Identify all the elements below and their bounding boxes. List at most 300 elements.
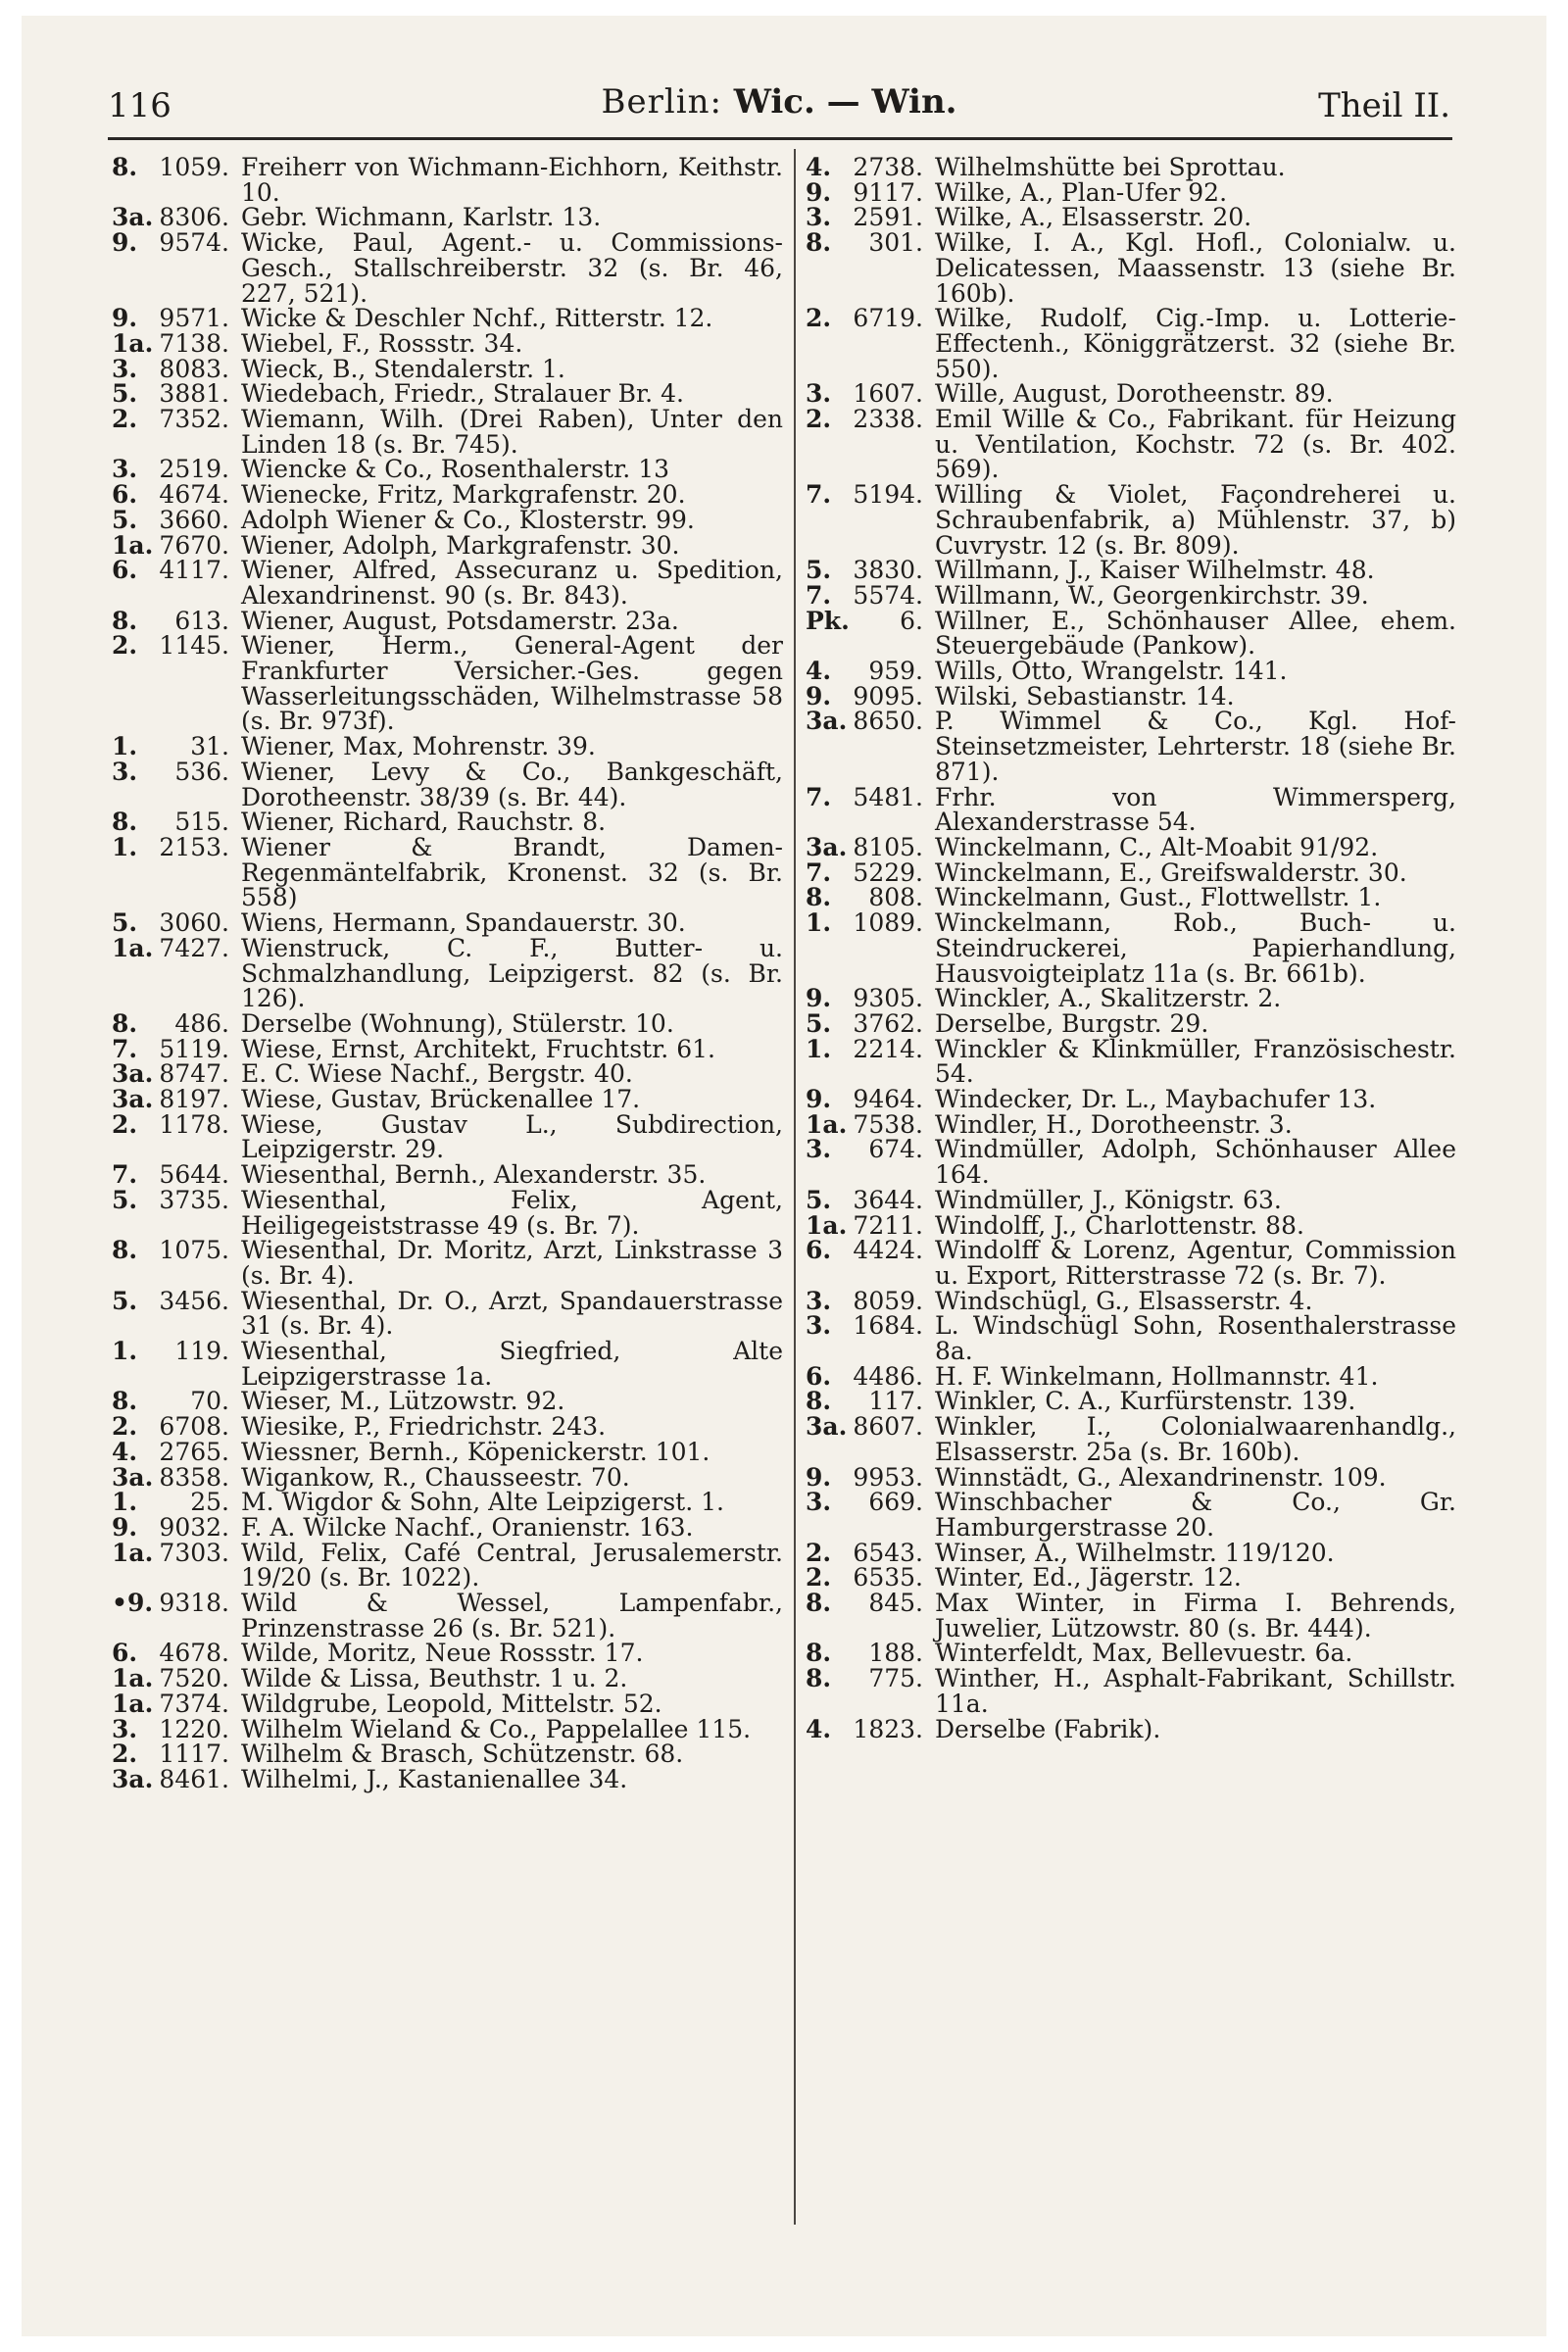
exchange-code: 9. bbox=[806, 177, 832, 207]
directory-entry bbox=[806, 986, 1456, 1011]
phone-number: 3830. bbox=[853, 556, 923, 585]
exchange-code: 5. bbox=[112, 908, 138, 938]
phone-number: 4674. bbox=[159, 480, 229, 510]
entry-text: Winschbacher & Co., Gr. Hamburgerstrasse 20. bbox=[935, 1488, 1456, 1542]
phone-number: 775. bbox=[868, 1664, 923, 1693]
exchange-code: 2. bbox=[806, 1563, 832, 1592]
entry-text: Windolff, J., Charlottenstr. 88. bbox=[935, 1210, 1304, 1240]
exchange-code: 2. bbox=[806, 405, 832, 434]
exchange-code: 4. bbox=[806, 1714, 832, 1743]
entry-text: Winckelmann, Gust., Flottwellstr. 1. bbox=[935, 883, 1382, 912]
phone-number: 959. bbox=[868, 657, 923, 686]
entry-text: Winter, Ed., Jägerstr. 12. bbox=[935, 1563, 1242, 1592]
entry-text: Wiener, Herm., General-Agent der Frankfurter Versicher.-Ges. gegen Wasserleitungsschäden, Wilhelmstrasse 58 (s. Br. 973f). bbox=[241, 631, 783, 736]
exchange-code: 7. bbox=[806, 580, 832, 610]
entry-text: Windler, H., Dorotheenstr. 3. bbox=[935, 1109, 1293, 1139]
directory-entry bbox=[806, 1286, 1456, 1315]
exchange-code: 3. bbox=[806, 1488, 832, 1517]
entry-text: E. C. Wiese Nachf., Bergstr. 40. bbox=[241, 1059, 633, 1089]
phone-number: 1075. bbox=[159, 1236, 229, 1265]
directory-entry bbox=[806, 205, 1456, 230]
entry-text: Wilke, Rudolf, Cig.-Imp. u. Lotterie-Effectenh., Königgrätzerst. 32 (siehe Br. 550). bbox=[935, 304, 1456, 383]
directory-entry bbox=[112, 230, 783, 306]
phone-number: 6. bbox=[900, 606, 923, 635]
phone-number: 1220. bbox=[159, 1714, 229, 1743]
entry-text: Derselbe, Burgstr. 29. bbox=[935, 1008, 1209, 1038]
directory-entry bbox=[806, 1135, 1456, 1190]
directory-entry bbox=[112, 205, 783, 230]
exchange-code: 5. bbox=[806, 556, 832, 585]
exchange-code: 6. bbox=[112, 480, 138, 510]
directory-entry bbox=[112, 734, 783, 760]
exchange-code: 4. bbox=[806, 155, 832, 181]
entry-text: Wills, Otto, Wrangelstr. 141. bbox=[935, 657, 1288, 686]
entry-text: P. Wimmel & Co., Kgl. Hof-Steinsetzmeister, Lehrterstr. 18 (siehe Br. 871). bbox=[935, 707, 1456, 786]
exchange-code: 3. bbox=[112, 1714, 138, 1743]
phone-number: 5229. bbox=[853, 858, 923, 887]
entry-text: Wiesike, P., Friedrichstr. 243. bbox=[241, 1412, 607, 1442]
phone-number: 1178. bbox=[159, 1109, 229, 1139]
directory-entry bbox=[112, 155, 783, 205]
phone-number: 9571. bbox=[159, 304, 229, 333]
exchange-code: 9. bbox=[806, 1085, 832, 1114]
directory-entry bbox=[806, 1361, 1456, 1391]
phone-number: 3456. bbox=[159, 1286, 229, 1315]
directory-entry bbox=[112, 1238, 783, 1288]
entry-text: Wiener, Max, Mohrenstr. 39. bbox=[241, 732, 596, 761]
exchange-code: 3a. bbox=[112, 1085, 154, 1114]
directory-entry bbox=[806, 1666, 1456, 1716]
entry-text: Wiens, Hermann, Spandauerstr. 30. bbox=[241, 908, 686, 938]
exchange-code: 3a. bbox=[112, 203, 154, 232]
directory-entry bbox=[112, 354, 783, 383]
exchange-code: 8. bbox=[806, 883, 832, 912]
phone-number: 7427. bbox=[159, 933, 229, 962]
exchange-code: 8. bbox=[806, 1664, 832, 1693]
exchange-code: 1a. bbox=[806, 1210, 848, 1240]
entry-text: Wiener & Brandt, Damen-Regenmäntelfabrik, Kronenst. 32 (s. Br. 558) bbox=[241, 832, 783, 912]
phone-number: 3735. bbox=[159, 1185, 229, 1214]
phone-number: 5194. bbox=[853, 480, 923, 510]
exchange-code: 2. bbox=[112, 405, 138, 434]
directory-entry bbox=[112, 407, 783, 457]
exchange-code: 9. bbox=[806, 1462, 832, 1492]
phone-number: 7303. bbox=[159, 1538, 229, 1567]
directory-entry bbox=[112, 1512, 783, 1542]
exchange-code: 3. bbox=[806, 1311, 832, 1341]
phone-number: 301. bbox=[868, 228, 923, 258]
exchange-code: •9. bbox=[112, 1589, 154, 1618]
entry-text: Winckelmann, C., Alt-Moabit 91/92. bbox=[935, 832, 1379, 861]
phone-number: 3644. bbox=[853, 1185, 923, 1214]
exchange-code: 9. bbox=[806, 984, 832, 1013]
phone-number: 6719. bbox=[853, 304, 923, 333]
directory-entry bbox=[112, 1666, 783, 1691]
exchange-code: 3a. bbox=[112, 1765, 154, 1793]
phone-number: 8461. bbox=[159, 1765, 229, 1793]
phone-number: 7138. bbox=[159, 328, 229, 358]
entry-text: Winkler, I., Colonialwaarenhandlg., Elsasserstr. 25a (s. Br. 160b). bbox=[935, 1412, 1456, 1466]
entry-text: Wiedebach, Friedr., Stralauer Br. 4. bbox=[241, 379, 684, 409]
entry-text: Windolff & Lorenz, Agentur, Commission u. Export, Ritterstrasse 72 (s. Br. 7). bbox=[935, 1236, 1456, 1290]
phone-number: 613. bbox=[174, 606, 229, 635]
exchange-code: 1a. bbox=[112, 328, 154, 358]
right-column bbox=[806, 155, 1456, 2232]
entry-text: F. A. Wilcke Nachf., Oranienstr. 163. bbox=[241, 1512, 694, 1542]
entry-text: Wilde, Moritz, Neue Rossstr. 17. bbox=[241, 1639, 644, 1668]
entry-text: Wieck, B., Stendalerstr. 1. bbox=[241, 354, 565, 383]
directory-entry bbox=[112, 1162, 783, 1188]
phone-number: 9953. bbox=[853, 1462, 923, 1492]
exchange-code: 1. bbox=[806, 1034, 832, 1063]
entry-text: Wiese, Ernst, Architekt, Fruchtstr. 61. bbox=[241, 1034, 715, 1063]
entry-text: Derselbe (Fabrik). bbox=[935, 1714, 1161, 1743]
entry-text: Freiherr von Wichmann-Eichhorn, Keithstr. 10. bbox=[241, 155, 783, 207]
entry-text: Windmüller, J., Königstr. 63. bbox=[935, 1185, 1282, 1214]
entry-text: Adolph Wiener & Co., Klosterstr. 99. bbox=[241, 505, 695, 534]
directory-entry bbox=[112, 558, 783, 608]
phone-number: 25. bbox=[190, 1488, 229, 1517]
entry-text: Winkler, C. A., Kurfürstenstr. 139. bbox=[935, 1387, 1356, 1416]
phone-number: 1145. bbox=[159, 631, 229, 661]
entry-text: Wicke & Deschler Nchf., Ritterstr. 12. bbox=[241, 304, 713, 333]
phone-number: 188. bbox=[868, 1639, 923, 1668]
phone-number: 8083. bbox=[159, 354, 229, 383]
entry-text: Wiemann, Wilh. (Drei Raben), Unter den Linden 18 (s. Br. 745). bbox=[241, 405, 783, 459]
directory-entry bbox=[806, 1538, 1456, 1567]
phone-number: 9464. bbox=[853, 1085, 923, 1114]
directory-entry bbox=[806, 681, 1456, 710]
entry-text: Wilhelmshütte bei Sprottau. bbox=[935, 155, 1286, 181]
directory-entry bbox=[112, 1741, 783, 1767]
entry-text: Wilhelmi, J., Kastanienallee 34. bbox=[241, 1765, 628, 1793]
exchange-code: 2. bbox=[112, 631, 138, 661]
exchange-code: Pk. bbox=[806, 606, 850, 635]
directory-entry bbox=[806, 782, 1456, 837]
directory-entry bbox=[806, 885, 1456, 910]
exchange-code: 1a. bbox=[806, 1109, 848, 1139]
exchange-code: 2. bbox=[112, 1109, 138, 1139]
directory-entry bbox=[806, 1591, 1456, 1641]
directory-entry bbox=[112, 457, 783, 482]
directory-entry bbox=[806, 1087, 1456, 1112]
running-head bbox=[108, 82, 1450, 122]
phone-number: 4678. bbox=[159, 1639, 229, 1668]
directory-entry bbox=[806, 1490, 1456, 1540]
entry-text: Windecker, Dr. L., Maybachufer 13. bbox=[935, 1085, 1377, 1114]
exchange-code: 1. bbox=[112, 832, 138, 861]
directory-entry bbox=[112, 1109, 783, 1164]
entry-text: Wiesenthal, Dr. O., Arzt, Spandauerstrasse 31 (s. Br. 4). bbox=[241, 1286, 783, 1341]
phone-number: 1607. bbox=[853, 379, 923, 409]
phone-number: 669. bbox=[868, 1488, 923, 1517]
directory-entry bbox=[806, 580, 1456, 610]
entry-text: Wicke, Paul, Agent.- u. Commissions-Gesch., Stallschreiberstr. 32 (s. Br. 46, 227, 521). bbox=[241, 228, 783, 308]
directory-entry bbox=[806, 910, 1456, 986]
exchange-code: 8. bbox=[806, 1639, 832, 1668]
phone-number: 2214. bbox=[853, 1034, 923, 1063]
exchange-code: 7. bbox=[806, 480, 832, 510]
entry-text: Winckler, A., Skalitzerstr. 2. bbox=[935, 984, 1282, 1013]
entry-text: Wiessner, Bernh., Köpenickerstr. 101. bbox=[241, 1437, 710, 1466]
directory-entry bbox=[806, 709, 1456, 784]
directory-entry bbox=[112, 933, 783, 1013]
entry-text: Willing & Violet, Façondreherei u. Schraubenfabrik, a) Mühlenstr. 37, b) Cuvrystr. 12 (s. Br. 809). bbox=[935, 480, 1456, 560]
entry-text: Frhr. von Wimmersperg, Alexanderstrasse 54. bbox=[935, 782, 1456, 837]
header-rule bbox=[108, 137, 1452, 140]
phone-number: 2519. bbox=[159, 455, 229, 484]
part-label: Theil II. bbox=[1318, 86, 1450, 125]
phone-number: 515. bbox=[174, 808, 229, 837]
directory-entry bbox=[112, 1339, 783, 1389]
phone-number: 119. bbox=[174, 1337, 229, 1366]
exchange-code: 8. bbox=[112, 155, 138, 181]
exchange-code: 6. bbox=[112, 1639, 138, 1668]
phone-number: 8197. bbox=[159, 1085, 229, 1114]
phone-number: 7374. bbox=[159, 1689, 229, 1718]
entry-text: L. Windschügl Sohn, Rosenthalerstrasse 8a. bbox=[935, 1311, 1456, 1366]
directory-entry bbox=[112, 757, 783, 811]
directory-entry bbox=[112, 1061, 783, 1087]
exchange-code: 5. bbox=[112, 1286, 138, 1315]
directory-entry bbox=[806, 606, 1456, 661]
phone-number: 1059. bbox=[159, 155, 229, 181]
directory-entry bbox=[806, 1034, 1456, 1089]
exchange-code: 3. bbox=[112, 455, 138, 484]
exchange-code: 3. bbox=[112, 757, 138, 786]
exchange-code: 1a. bbox=[112, 1664, 154, 1693]
phone-number: 70. bbox=[190, 1387, 229, 1416]
column-divider bbox=[794, 149, 796, 2225]
directory-entry bbox=[806, 832, 1456, 861]
directory-entry bbox=[806, 482, 1456, 558]
exchange-code: 1. bbox=[112, 1337, 138, 1366]
phone-number: 6543. bbox=[853, 1538, 923, 1567]
phone-number: 4424. bbox=[853, 1236, 923, 1265]
directory-entry bbox=[112, 1462, 783, 1492]
exchange-code: 2. bbox=[806, 1538, 832, 1567]
directory-entry bbox=[806, 306, 1456, 381]
directory-entry bbox=[112, 1008, 783, 1038]
phone-number: 2765. bbox=[159, 1437, 229, 1466]
entry-text: Wienstruck, C. F., Butter- u. Schmalzhandlung, Leipzigerst. 82 (s. Br. 126). bbox=[241, 933, 783, 1013]
entry-text: H. F. Winkelmann, Hollmannstr. 41. bbox=[935, 1361, 1379, 1391]
phone-number: 8059. bbox=[853, 1286, 923, 1315]
entry-text: Wiebel, F., Rossstr. 34. bbox=[241, 328, 523, 358]
phone-number: 3762. bbox=[853, 1008, 923, 1038]
exchange-code: 3a. bbox=[112, 1059, 154, 1089]
page-number: 116 bbox=[108, 86, 172, 125]
phone-number: 8358. bbox=[159, 1462, 229, 1492]
exchange-code: 6. bbox=[806, 1361, 832, 1391]
phone-number: 1823. bbox=[853, 1714, 923, 1743]
phone-number: 1089. bbox=[853, 908, 923, 938]
entry-text: Wilhelm & Brasch, Schützenstr. 68. bbox=[241, 1740, 684, 1769]
directory-entry bbox=[806, 860, 1456, 886]
entry-text: Max Winter, in Firma I. Behrends, Juwelier, Lützowstr. 80 (s. Br. 444). bbox=[935, 1589, 1456, 1642]
exchange-code: 9. bbox=[112, 228, 138, 258]
phone-number: 7211. bbox=[853, 1210, 923, 1240]
exchange-code: 7. bbox=[112, 1160, 138, 1190]
phone-number: 9095. bbox=[853, 681, 923, 710]
exchange-code: 2. bbox=[112, 1740, 138, 1769]
directory-entry bbox=[112, 1034, 783, 1063]
directory-entry bbox=[112, 1591, 783, 1641]
phone-number: 486. bbox=[174, 1008, 229, 1038]
exchange-code: 1. bbox=[806, 908, 832, 938]
exchange-code: 5. bbox=[806, 1008, 832, 1038]
exchange-code: 2. bbox=[806, 304, 832, 333]
entry-text: Wiener, Adolph, Markgrafenstr. 30. bbox=[241, 530, 680, 560]
entry-text: Wigankow, R., Chausseestr. 70. bbox=[241, 1462, 630, 1492]
exchange-code: 7. bbox=[806, 782, 832, 811]
phone-number: 6535. bbox=[853, 1563, 923, 1592]
exchange-code: 2. bbox=[112, 1412, 138, 1442]
phone-number: 3060. bbox=[159, 908, 229, 938]
directory-entry bbox=[112, 1538, 783, 1592]
phone-number: 5481. bbox=[853, 782, 923, 811]
directory-entry bbox=[806, 1210, 1456, 1240]
phone-number: 117. bbox=[868, 1387, 923, 1416]
directory-entry bbox=[112, 606, 783, 635]
page-header bbox=[108, 74, 1450, 133]
entry-text: M. Wigdor & Sohn, Alte Leipzigerst. 1. bbox=[241, 1488, 724, 1517]
phone-number: 9305. bbox=[853, 984, 923, 1013]
directory-entry bbox=[112, 633, 783, 734]
phone-number: 1117. bbox=[159, 1740, 229, 1769]
entry-text: Winckelmann, E., Greifswalderstr. 30. bbox=[935, 858, 1407, 887]
entry-text: Derselbe (Wohnung), Stülerstr. 10. bbox=[241, 1008, 674, 1038]
entry-text: Wille, August, Dorotheenstr. 89. bbox=[935, 379, 1334, 409]
entry-text: Winckelmann, Rob., Buch- u. Steindruckerei, Papierhandlung, Hausvoigteiplatz 11a (s. Br. 661b). bbox=[935, 908, 1456, 988]
phone-number: 7352. bbox=[159, 405, 229, 434]
phone-number: 3660. bbox=[159, 505, 229, 534]
exchange-code: 3a. bbox=[112, 1462, 154, 1492]
exchange-code: 4. bbox=[112, 1437, 138, 1466]
directory-entry bbox=[112, 530, 783, 560]
entry-text: Wienecke, Fritz, Markgrafenstr. 20. bbox=[241, 480, 686, 510]
directory-entry bbox=[806, 1008, 1456, 1038]
exchange-code: 7. bbox=[112, 1034, 138, 1063]
phone-number: 8306. bbox=[159, 203, 229, 232]
exchange-code: 3a. bbox=[806, 832, 848, 861]
entry-text: Winnstädt, G., Alexandrinenstr. 109. bbox=[935, 1462, 1387, 1492]
phone-number: 2738. bbox=[853, 155, 923, 181]
directory-entry bbox=[112, 1087, 783, 1112]
entry-text: Windschügl, G., Elsasserstr. 4. bbox=[935, 1286, 1313, 1315]
running-head-city: Berlin: bbox=[601, 82, 722, 122]
entry-text: Wild & Wessel, Lampenfabr., Prinzenstrasse 26 (s. Br. 521). bbox=[241, 1589, 783, 1642]
entry-text: Winterfeldt, Max, Bellevuestr. 6a. bbox=[935, 1639, 1353, 1668]
directory-entry bbox=[806, 659, 1456, 684]
exchange-code: 4. bbox=[806, 657, 832, 686]
phone-number: 7670. bbox=[159, 530, 229, 560]
entry-text: Emil Wille & Co., Fabrikant. für Heizung u. Ventilation, Kochstr. 72 (s. Br. 402. 569). bbox=[935, 405, 1456, 484]
directory-entry bbox=[112, 306, 783, 331]
exchange-code: 8. bbox=[112, 1236, 138, 1265]
directory-entry bbox=[112, 1767, 783, 1792]
exchange-code: 8. bbox=[806, 1387, 832, 1416]
entry-text: Wilke, A., Elsasserstr. 20. bbox=[935, 203, 1252, 232]
directory-entry bbox=[112, 1714, 783, 1743]
entry-text: Wiesenthal, Felix, Agent, Heiligegeiststrasse 49 (s. Br. 7). bbox=[241, 1185, 783, 1240]
directory-entry bbox=[806, 1389, 1456, 1414]
directory-entry bbox=[112, 381, 783, 407]
directory-entry bbox=[806, 407, 1456, 482]
phone-number: 7520. bbox=[159, 1664, 229, 1693]
directory-entry bbox=[112, 809, 783, 835]
exchange-code: 3. bbox=[806, 379, 832, 409]
exchange-code: 3a. bbox=[806, 707, 848, 736]
directory-entry bbox=[112, 505, 783, 534]
phone-number: 845. bbox=[868, 1589, 923, 1618]
directory-entry bbox=[112, 1389, 783, 1414]
phone-number: 2153. bbox=[159, 832, 229, 861]
entry-text: Willner, E., Schönhauser Allee, ehem. Steuergebäude (Pankow). bbox=[935, 606, 1456, 661]
exchange-code: 5. bbox=[112, 379, 138, 409]
directory-entry bbox=[806, 1565, 1456, 1591]
exchange-code: 8. bbox=[112, 808, 138, 837]
entry-text: Wiener, Levy & Co., Bankgeschäft, Dorotheenstr. 38/39 (s. Br. 44). bbox=[241, 757, 783, 811]
exchange-code: 8. bbox=[112, 606, 138, 635]
phone-number: 5644. bbox=[159, 1160, 229, 1190]
directory-entry bbox=[806, 1185, 1456, 1214]
exchange-code: 6. bbox=[806, 1236, 832, 1265]
exchange-code: 9. bbox=[112, 304, 138, 333]
exchange-code: 1. bbox=[112, 1488, 138, 1517]
exchange-code: 7. bbox=[806, 858, 832, 887]
phone-number: 1684. bbox=[853, 1311, 923, 1341]
directory-entry bbox=[112, 328, 783, 358]
entry-text: Wiencke & Co., Rosenthalerstr. 13 bbox=[241, 455, 669, 484]
entry-text: Wilke, A., Plan-Ufer 92. bbox=[935, 177, 1228, 207]
exchange-code: 9. bbox=[112, 1512, 138, 1542]
entry-text: Wiese, Gustav L., Subdirection, Leipzigerstr. 29. bbox=[241, 1109, 783, 1164]
entry-text: Wild, Felix, Café Central, Jerusalemerstr. 19/20 (s. Br. 1022). bbox=[241, 1538, 783, 1592]
directory-entry bbox=[806, 1462, 1456, 1492]
exchange-code: 3. bbox=[112, 354, 138, 383]
entry-text: Willmann, W., Georgenkirchstr. 39. bbox=[935, 580, 1369, 610]
phone-number: 8105. bbox=[853, 832, 923, 861]
phone-number: 8747. bbox=[159, 1059, 229, 1089]
exchange-code: 8. bbox=[806, 1589, 832, 1618]
exchange-code: 1. bbox=[112, 732, 138, 761]
phone-number: 9318. bbox=[159, 1589, 229, 1618]
directory-entry bbox=[112, 1185, 783, 1240]
directory-entry bbox=[806, 1714, 1456, 1743]
directory-entry bbox=[112, 1490, 783, 1515]
directory-entry bbox=[806, 155, 1456, 180]
phone-number: 808. bbox=[868, 883, 923, 912]
exchange-code: 8. bbox=[112, 1387, 138, 1416]
phone-number: 2338. bbox=[853, 405, 923, 434]
directory-entry bbox=[112, 1414, 783, 1440]
entry-text: Winser, A., Wilhelmstr. 119/120. bbox=[935, 1538, 1335, 1567]
directory-entry bbox=[112, 832, 783, 912]
phone-number: 4117. bbox=[159, 556, 229, 585]
directory-entry bbox=[806, 1414, 1456, 1464]
phone-number: 7538. bbox=[853, 1109, 923, 1139]
entry-text: Wiese, Gustav, Brückenallee 17. bbox=[241, 1085, 641, 1114]
entry-text: Wiener, August, Potsdamerstr. 23a. bbox=[241, 606, 679, 635]
entry-text: Wiesenthal, Siegfried, Alte Leipzigerstrasse 1a. bbox=[241, 1337, 783, 1391]
exchange-code: 3. bbox=[806, 1286, 832, 1315]
exchange-code: 8. bbox=[112, 1008, 138, 1038]
directory-entry bbox=[806, 558, 1456, 583]
directory-entry bbox=[112, 1641, 783, 1666]
phone-number: 3881. bbox=[159, 379, 229, 409]
phone-number: 9574. bbox=[159, 228, 229, 258]
